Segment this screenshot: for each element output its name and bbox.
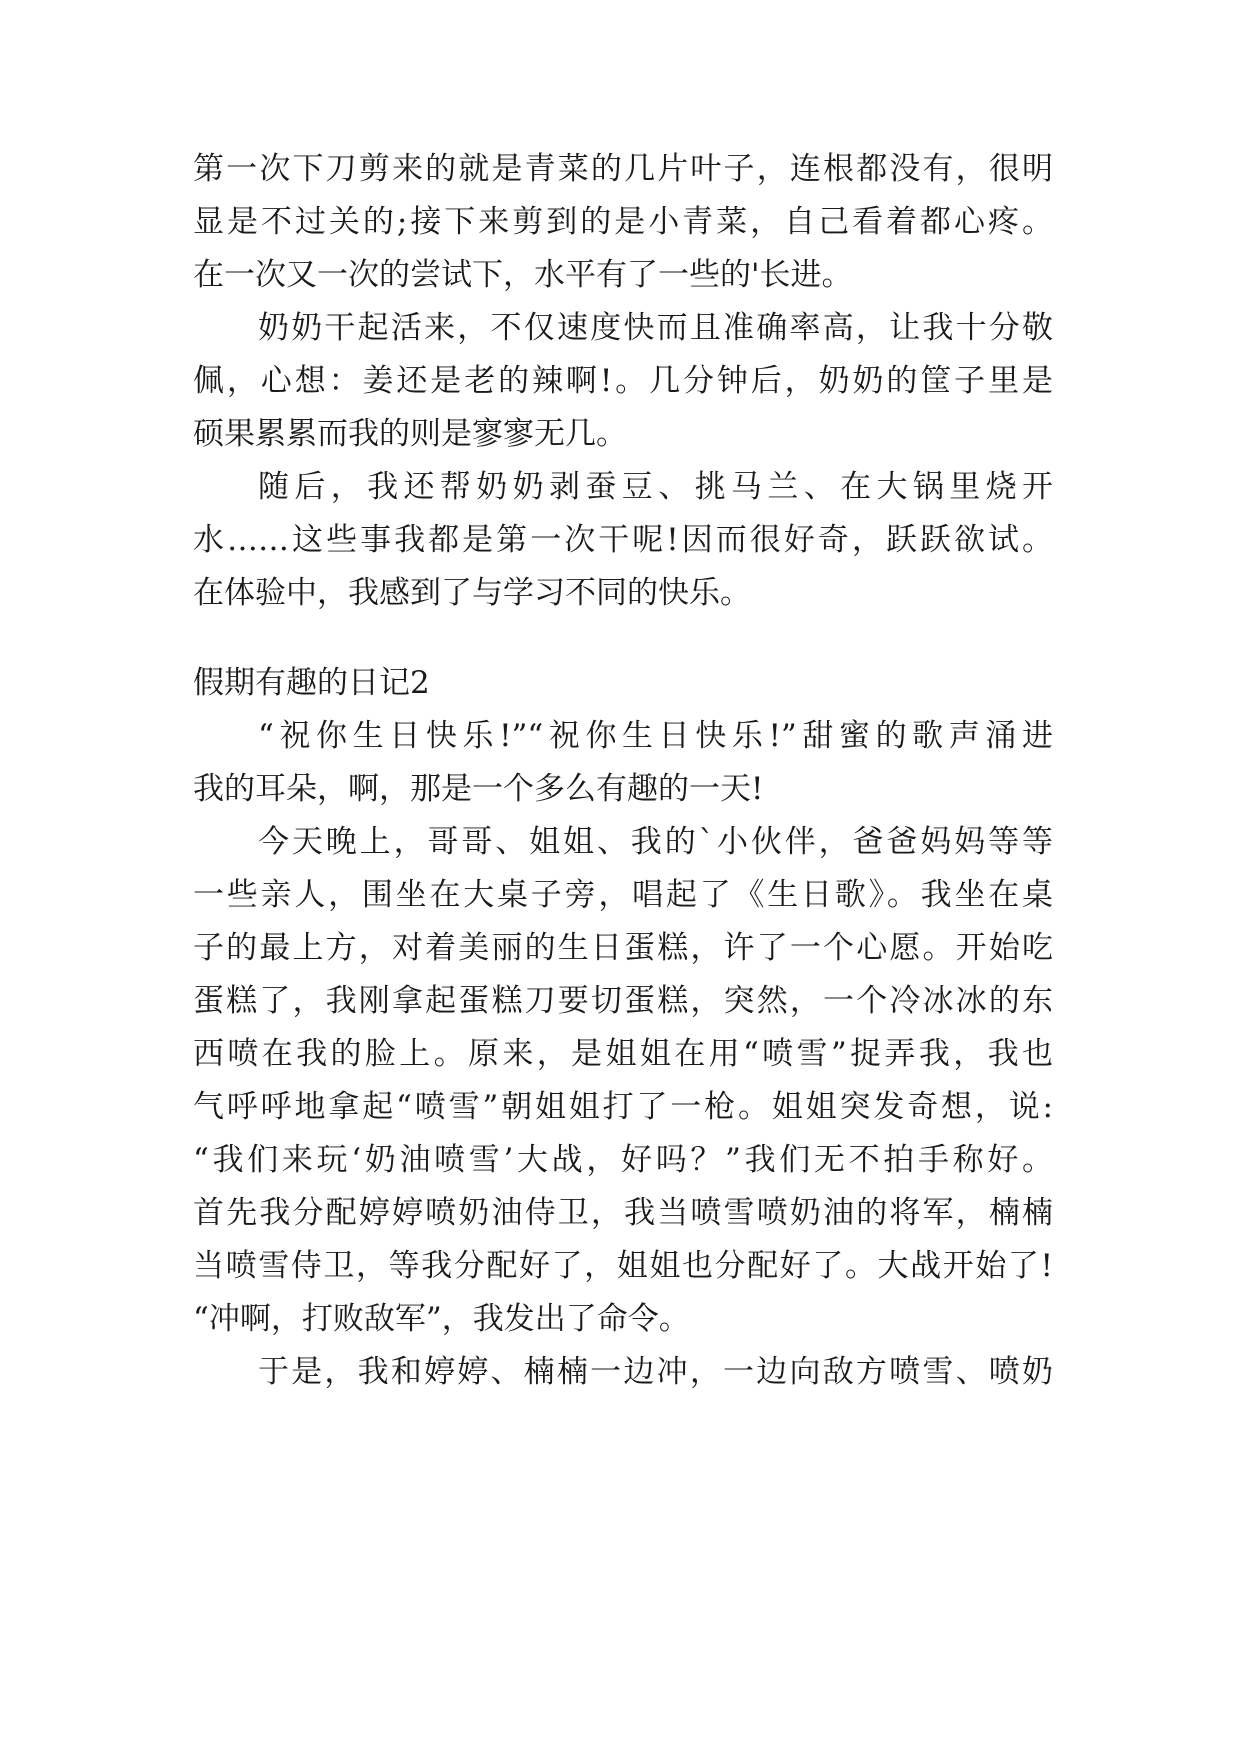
paragraph-line: 佩，心想：姜还是老的辣啊!。几分钟后，奶奶的筐子里是 xyxy=(193,363,1053,399)
paragraph-line: 一些亲人，围坐在大桌子旁，唱起了《生日歌》。我坐在桌 xyxy=(193,877,1053,913)
paragraph-line: 随后，我还帮奶奶剥蚕豆、挑马兰、在大锅里烧开 xyxy=(258,469,1053,505)
paragraph-line: 奶奶干起活来，不仅速度快而且准确率高，让我十分敬 xyxy=(258,310,1053,346)
paragraph-line: “祝你生日快乐!”“祝你生日快乐!”甜蜜的歌声涌进 xyxy=(258,718,1053,754)
paragraph-line: 首先我分配婷婷喷奶油侍卫，我当喷雪喷奶油的将军，楠楠 xyxy=(193,1195,1053,1231)
paragraph-line: 硕果累累而我的则是寥寥无几。 xyxy=(193,416,627,452)
paragraph-line: 气呼呼地拿起“喷雪”朝姐姐打了一枪。姐姐突发奇想，说: xyxy=(193,1089,1053,1125)
paragraph-line: 于是，我和婷婷、楠楠一边冲，一边向敌方喷雪、喷奶 xyxy=(258,1354,1053,1390)
section-heading: 假期有趣的日记2 xyxy=(193,665,430,701)
paragraph-line: 显是不过关的;接下来剪到的是小青菜，自己看着都心疼。 xyxy=(193,204,1053,240)
paragraph-line: 今天晚上，哥哥、姐姐、我的`小伙伴，爸爸妈妈等等 xyxy=(258,824,1053,860)
paragraph-line: 在一次又一次的尝试下，水平有了一些的'长进。 xyxy=(193,257,853,293)
paragraph-line: 我的耳朵，啊，那是一个多么有趣的一天! xyxy=(193,771,764,807)
paragraph-line: 当喷雪侍卫，等我分配好了，姐姐也分配好了。大战开始了! xyxy=(193,1248,1053,1284)
paragraph-line: 西喷在我的脸上。原来，是姐姐在用“喷雪”捉弄我，我也 xyxy=(193,1036,1053,1072)
paragraph-line: 子的最上方，对着美丽的生日蛋糕，许了一个心愿。开始吃 xyxy=(193,930,1053,966)
paragraph-line: “我们来玩‘奶油喷雪’大战，好吗？”我们无不拍手称好。 xyxy=(193,1142,1053,1178)
paragraph-line: “冲啊，打败敌军”，我发出了命令。 xyxy=(193,1301,690,1337)
paragraph-line: 第一次下刀剪来的就是青菜的几片叶子，连根都没有，很明 xyxy=(193,151,1053,187)
paragraph-line: 水……这些事我都是第一次干呢!因而很好奇，跃跃欲试。 xyxy=(193,522,1053,558)
paragraph-line: 在体验中，我感到了与学习不同的快乐。 xyxy=(193,575,751,611)
paragraph-line: 蛋糕了，我刚拿起蛋糕刀要切蛋糕，突然，一个冷冰冰的东 xyxy=(193,983,1053,1019)
